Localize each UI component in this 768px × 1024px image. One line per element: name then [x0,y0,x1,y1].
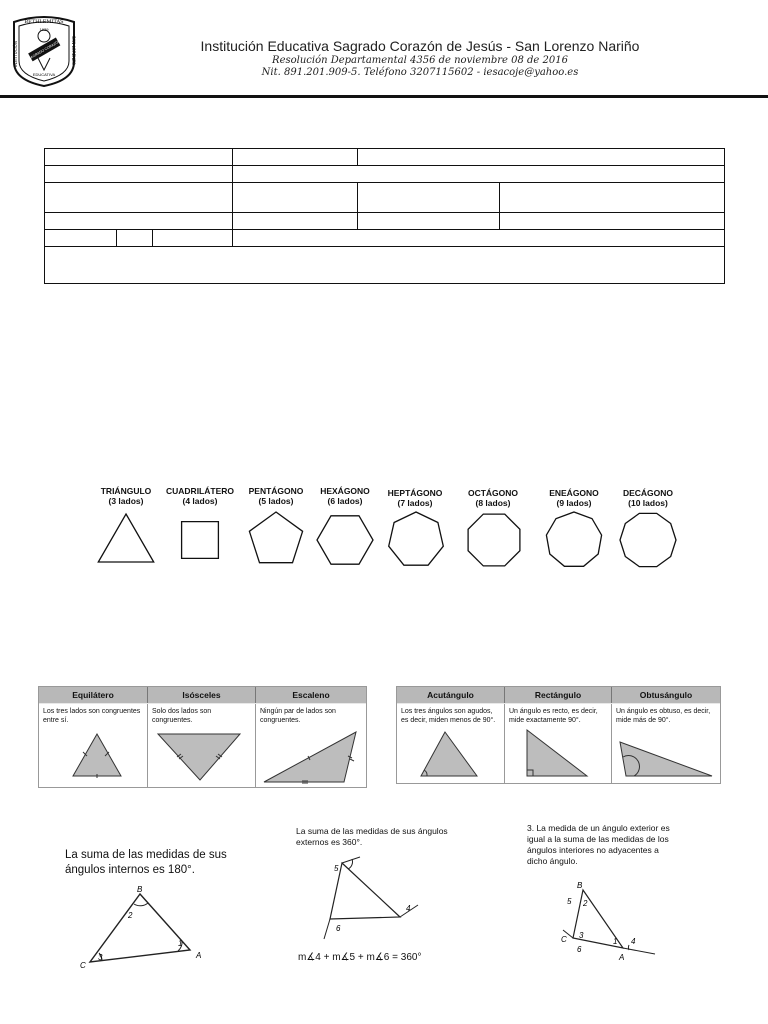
ext-angle-label-4: 4 [631,937,636,946]
header-obtusangulo: Obtusángulo [612,687,720,703]
polygon-shape [389,512,444,565]
angle-label-1: 1 [178,939,183,948]
resolution-line: Resolución Departamental 4356 de noviembre 08 de 2016 [272,55,568,66]
header-equilatero: Equilátero [39,687,148,703]
polygon-label: OCTÁGONO (8 lados) [467,488,519,508]
polygon-label: HEPTÁGONO (7 lados) [387,488,443,508]
ext-angle-label-6: 6 [577,945,582,954]
polygon-shapes [0,505,768,575]
polygon-shape [98,514,153,562]
ext-angle-label-5: 5 [334,864,339,873]
polygon-shape [546,512,601,566]
scalene-triangle [256,704,366,786]
logo-text-top: BETHLEMITAS [24,19,64,25]
theorem-internal-text: La suma de las medidas de sus ángulos internos es 180°. [65,849,227,876]
theorem-external-text: La suma de las medidas de sus ángulos externos es 360°. [296,826,448,847]
theorem-external-figure [296,855,466,940]
header-escaleno: Escaleno [256,687,366,703]
desc-rectangulo: Un ángulo es recto, es decir, mide exactamente 90°. [509,708,598,724]
institution-name: Institución Educativa Sagrado Corazón de Jesús - San Lorenzo Nariño [200,38,640,54]
ext-vertex-label-a: A [619,953,625,962]
header-isosceles: Isósceles [148,687,256,703]
right-triangle [505,704,611,783]
ext-vertex-label-b: B [577,882,583,890]
acute-triangle [397,704,504,783]
logo-text-right: SAN LORENZO [71,36,76,66]
header-rectangulo: Rectángulo [505,687,612,703]
contact-line: Nit. 891.201.909-5. Teléfono 3207115602 - iesacoje@yahoo.es [261,67,579,78]
polygon-shape [317,516,373,564]
cell-escaleno [256,704,366,787]
polygon-label: CUADRILÁTERO (4 lados) [166,486,234,506]
theorem-exterior-angle-text: 3. La medida de un ángulo exterior es igual a la suma de las medidas de los ángulos interiores no adyacentes a dicho ángulo. [527,823,670,866]
angle-label-3: 3 [98,953,103,962]
obtuse-triangle [612,704,720,783]
vertex-label-b: B [137,885,143,894]
cell-equilatero [39,704,148,787]
cell-isosceles [148,704,256,787]
polygon-label: PENTÁGONO (5 lados) [248,486,304,506]
polygon-shape [249,512,302,563]
classification-by-sides [38,686,367,788]
desc-escaleno: Ningún par de lados son congruentes. [260,708,336,724]
vertex-label-a: A [196,951,202,960]
polygon-shape [182,522,219,559]
desc-obtusangulo: Un ángulo es obtuso, es decir, mide más de 90°. [616,708,711,724]
theorem-internal-figure [60,880,240,975]
logo-text-bottom: EDUCATIVA [32,72,56,77]
polygon-label: ENEÁGONO (9 lados) [549,488,599,508]
cell-rectangulo [505,704,612,783]
polygon-label: DECÁGONO (10 lados) [622,488,674,508]
ext-angle-label-1: 1 [613,937,618,946]
theorem-exterior-angle-figure [555,882,665,964]
desc-acutangulo: Los tres ángulos son agudos, es decir, miden menos de 90°. [401,708,496,724]
equilateral-triangle [39,704,147,786]
logo-badge-text: SAGRADO CORAZÓN [27,39,62,61]
ext-angle-label-2: 2 [583,899,588,908]
logo-year: 1939 [39,27,49,32]
vertex-label-c: C [80,961,86,970]
polygon-shape [620,513,676,566]
desc-isosceles: Solo dos lados son congruentes. [152,708,212,724]
ext-angle-label-6: 6 [336,924,341,933]
angle-label-2: 2 [128,911,133,920]
ext-angle-label-4: 4 [406,904,411,913]
polygon-label: HEXÁGONO (6 lados) [320,486,370,506]
theorem-external-formula: m∡4 + m∡5 + m∡6 = 360° [298,952,422,963]
desc-equilatero: Los tres lados son congruentes entre sí. [43,708,141,724]
ext-vertex-label-c: C [561,935,567,944]
ext-angle-label-5: 5 [567,897,572,906]
logo-text-left: INSTITUCIÓN [13,41,18,67]
cell-obtusangulo [612,704,720,783]
polygon-shape [468,514,520,566]
polygon-label: TRIÁNGULO (3 lados) [100,486,152,506]
classification-by-angles [396,686,721,784]
cell-acutangulo [397,704,505,783]
ext-angle-label-3: 3 [579,931,584,940]
header-acutangulo: Acutángulo [397,687,505,703]
isosceles-triangle [148,704,255,786]
